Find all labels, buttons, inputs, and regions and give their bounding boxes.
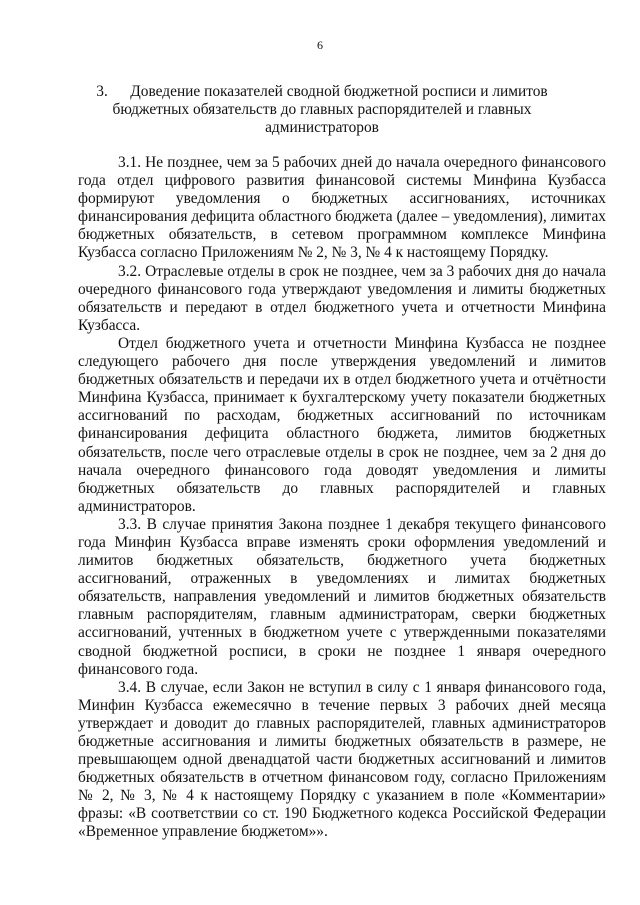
paragraph-accounting-department: Отдел бюджетного учета и отчетности Минфина Кузбасса не позднее следующего рабочего дня после утверждения уведомлений и лимитов бюджетных обязательств и передачи их в отдел бюджетного учета и отчётности Минфина Кузбасса, принимает к бухгалтерскому учету показатели бюджетных ассигнований по расходам, бюджетных ассигнований по источникам финансирования дефицита областного бюджета, лимитов бюджетных обязательств, после чего отраслевые отделы в срок не позднее, чем за 2 дня до начала очередного финансового года доводят уведомления и лимиты бюджетных обязательств до главных распорядителей и главных администраторов. xyxy=(78,334,606,515)
section-title: Доведение показателей сводной бюджетной росписи и лимитов бюджетных обязательств до главных распорядителей и главных администраторов xyxy=(112,83,548,136)
page-number: 6 xyxy=(317,38,323,52)
paragraph-3-4: 3.4. В случае, если Закон не вступил в силу с 1 января финансового года, Минфин Кузбасса ежемесячно в течение первых 3 рабочих дней месяца утверждает и доводит до главных распорядителей, главных администраторов бюджетные ассигнования и лимиты бюджетных обязательств в размере, не превышающем одной двенадцатой части бюджетных ассигнований и лимитов бюджетных обязательств в отчетном финансовом году, согласно Приложениям № 2, № 3, № 4 к настоящему Порядку с указанием в поле «Комментарии» фразы: «В соответствии со ст. 190 Бюджетного кодекса Российской Федерации «Временное управление бюджетом»». xyxy=(78,678,606,841)
document-body xyxy=(78,154,606,842)
paragraph-3-1: 3.1. Не позднее, чем за 5 рабочих дней до начала очередного финансового года отдел цифрового развития финансовой системы Минфина Кузбасса формируют уведомления о бюджетных ассигнованиях, источниках финансирования дефицита областного бюджета (далее – уведомления), лимитах бюджетных обязательств, в сетевом программном комплексе Минфина Кузбасса согласно Приложениям № 2, № 3, № 4 к настоящему Порядку. xyxy=(78,154,606,262)
paragraph-3-3: 3.3. В случае принятия Закона позднее 1 декабря текущего финансового года Минфин Кузбасса вправе изменять сроки оформления уведомлений и лимитов бюджетных обязательств, бюджетного учета бюджетных ассигнований, отраженных в уведомлениях и лимитах бюджетных обязательств, направления уведомлений и лимитов бюджетных обязательств главным распорядителям, главным администраторам, сверки бюджетных ассигнований, учтенных в бюджетном учете с утвержденными показателями сводной бюджетной росписи, в сроки не позднее 1 января очередного финансового года. xyxy=(78,515,606,678)
section-number: 3. xyxy=(96,83,108,100)
section-heading xyxy=(78,83,566,137)
paragraph-3-2: 3.2. Отраслевые отделы в срок не позднее, чем за 3 рабочих дня до начала очередного финансового года утверждают уведомления и лимиты бюджетных обязательств и передают в отдел бюджетного учета и отчетности Минфина Кузбасса. xyxy=(78,262,606,334)
